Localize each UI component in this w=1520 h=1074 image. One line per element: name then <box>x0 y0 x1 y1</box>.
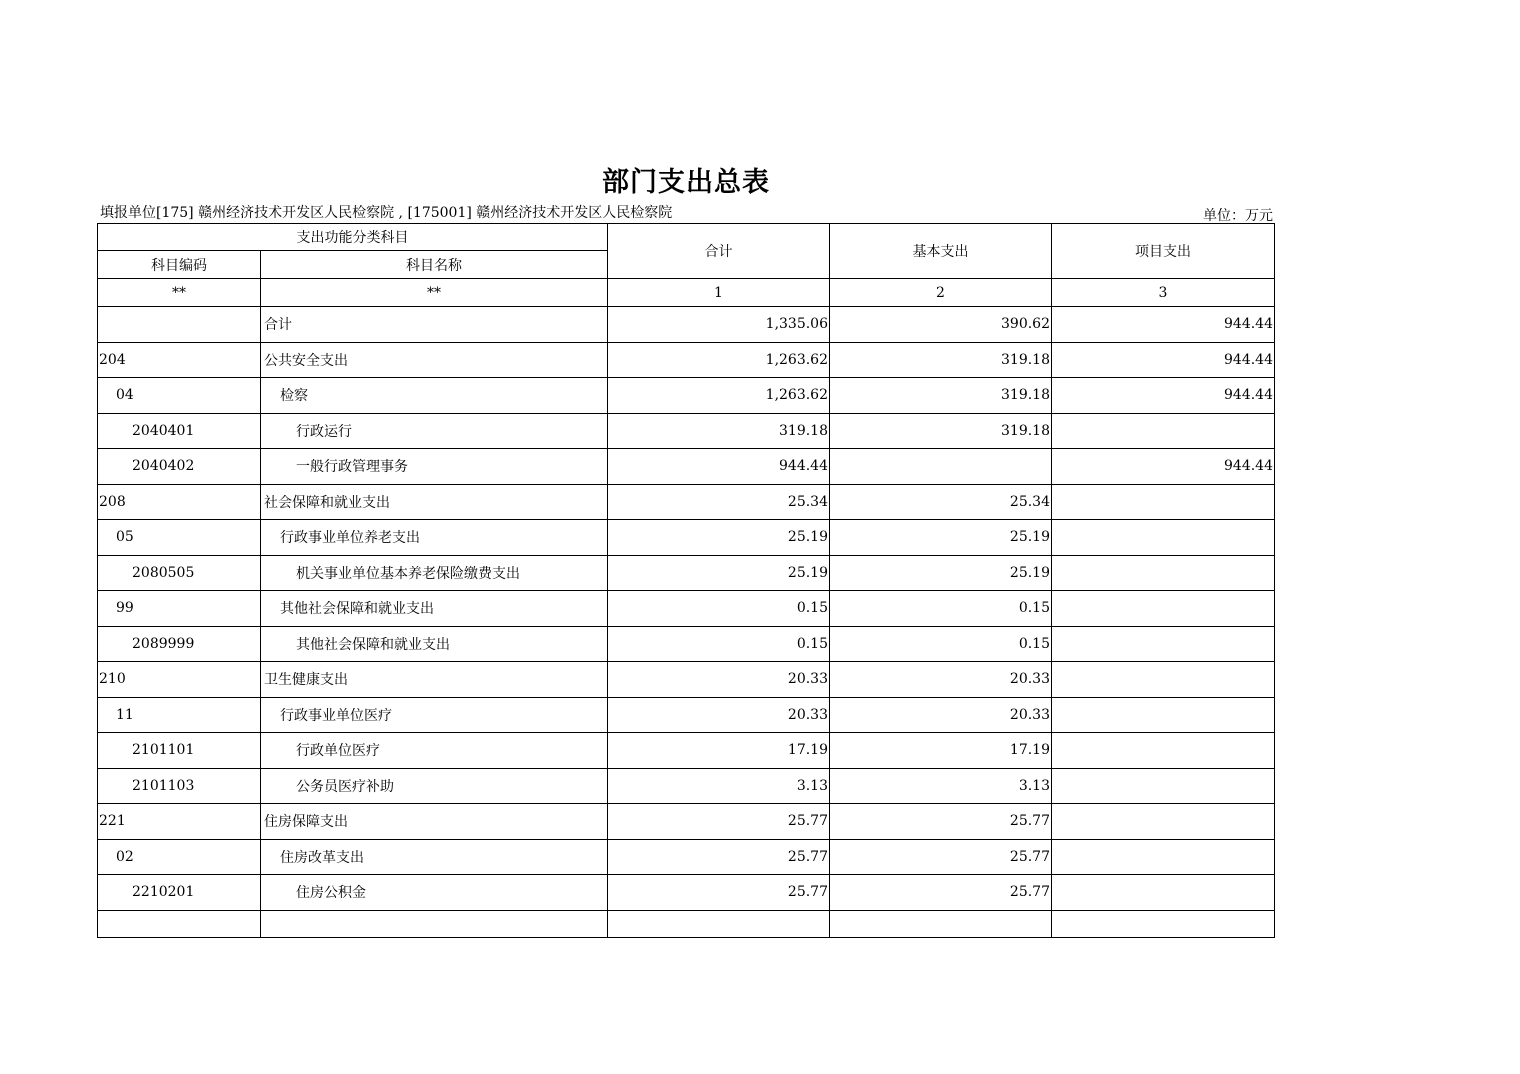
code-cell: 2101101 <box>98 733 261 769</box>
name-cell: 住房保障支出 <box>261 804 608 840</box>
project-cell <box>1052 626 1275 662</box>
table-row <box>98 875 1275 911</box>
header-index-row <box>98 279 1275 307</box>
basic-cell: 17.19 <box>830 733 1052 769</box>
table-row <box>98 733 1275 769</box>
total-cell: 20.33 <box>608 662 830 698</box>
table-row <box>98 910 1275 937</box>
table-row <box>98 768 1275 804</box>
project-cell <box>1052 804 1275 840</box>
table-row <box>98 626 1275 662</box>
index-basic-cell: 2 <box>830 279 1052 307</box>
name-cell: 行政运行 <box>261 413 608 449</box>
code-cell: 04 <box>98 378 261 414</box>
total-cell: 17.19 <box>608 733 830 769</box>
project-cell <box>1052 662 1275 698</box>
basic-cell: 20.33 <box>830 697 1052 733</box>
total-cell <box>608 910 830 937</box>
total-cell: 25.19 <box>608 555 830 591</box>
basic-cell: 390.62 <box>830 307 1052 343</box>
project-cell <box>1052 733 1275 769</box>
basic-cell: 25.19 <box>830 520 1052 556</box>
project-cell <box>1052 697 1275 733</box>
table-row <box>98 804 1275 840</box>
basic-cell: 0.15 <box>830 591 1052 627</box>
total-cell: 1,263.62 <box>608 378 830 414</box>
code-cell: 2040402 <box>98 449 261 485</box>
total-cell: 319.18 <box>608 413 830 449</box>
code-cell: 208 <box>98 484 261 520</box>
filing-unit: 填报单位[175] 赣州经济技术开发区人民检察院 , [175001] 赣州经济技术开发区人民检察院 <box>100 205 673 221</box>
total-cell: 25.34 <box>608 484 830 520</box>
code-cell: 11 <box>98 697 261 733</box>
total-cell: 25.77 <box>608 839 830 875</box>
basic-cell <box>830 449 1052 485</box>
basic-cell: 0.15 <box>830 626 1052 662</box>
name-cell: 公共安全支出 <box>261 342 608 378</box>
code-cell: 2101103 <box>98 768 261 804</box>
total-cell: 1,335.06 <box>608 307 830 343</box>
name-cell: 其他社会保障和就业支出 <box>261 626 608 662</box>
total-cell: 3.13 <box>608 768 830 804</box>
basic-cell: 25.77 <box>830 804 1052 840</box>
name-cell: 住房改革支出 <box>261 839 608 875</box>
table-row <box>98 591 1275 627</box>
project-cell <box>1052 520 1275 556</box>
project-cell <box>1052 839 1275 875</box>
name-cell: 行政事业单位养老支出 <box>261 520 608 556</box>
index-code-cell: ** <box>98 279 261 307</box>
table-row <box>98 342 1275 378</box>
header-code-cell: 科目编码 <box>98 251 261 279</box>
name-cell: 公务员医疗补助 <box>261 768 608 804</box>
name-cell: 卫生健康支出 <box>261 662 608 698</box>
project-cell <box>1052 591 1275 627</box>
index-name-cell: ** <box>261 279 608 307</box>
header-project-cell: 项目支出 <box>1052 224 1275 279</box>
unit-label: 单位：万元 <box>1203 208 1273 224</box>
total-cell: 1,263.62 <box>608 342 830 378</box>
index-project-cell: 3 <box>1052 279 1275 307</box>
name-cell: 一般行政管理事务 <box>261 449 608 485</box>
code-cell: 2080505 <box>98 555 261 591</box>
header-row-1 <box>98 224 1275 251</box>
project-cell <box>1052 555 1275 591</box>
basic-cell: 20.33 <box>830 662 1052 698</box>
code-cell: 2089999 <box>98 626 261 662</box>
table-row <box>98 378 1275 414</box>
project-cell <box>1052 413 1275 449</box>
basic-cell: 25.77 <box>830 839 1052 875</box>
name-cell: 住房公积金 <box>261 875 608 911</box>
table-row <box>98 662 1275 698</box>
total-cell: 25.77 <box>608 875 830 911</box>
header-group-cell: 支出功能分类科目 <box>98 224 608 251</box>
table-row <box>98 697 1275 733</box>
basic-cell: 25.77 <box>830 875 1052 911</box>
code-cell: 2040401 <box>98 413 261 449</box>
name-cell: 行政单位医疗 <box>261 733 608 769</box>
page-title: 部门支出总表 <box>602 167 770 198</box>
header-basic-cell: 基本支出 <box>830 224 1052 279</box>
code-cell: 204 <box>98 342 261 378</box>
table-row <box>98 520 1275 556</box>
name-cell: 机关事业单位基本养老保险缴费支出 <box>261 555 608 591</box>
table-row <box>98 839 1275 875</box>
total-cell: 944.44 <box>608 449 830 485</box>
basic-cell: 25.34 <box>830 484 1052 520</box>
total-cell: 0.15 <box>608 626 830 662</box>
table-row <box>98 307 1275 343</box>
total-cell: 20.33 <box>608 697 830 733</box>
basic-cell: 3.13 <box>830 768 1052 804</box>
code-cell: 210 <box>98 662 261 698</box>
code-cell <box>98 307 261 343</box>
table-row <box>98 555 1275 591</box>
table-row <box>98 413 1275 449</box>
name-cell: 社会保障和就业支出 <box>261 484 608 520</box>
basic-cell: 25.19 <box>830 555 1052 591</box>
project-cell <box>1052 484 1275 520</box>
name-cell: 合计 <box>261 307 608 343</box>
project-cell: 944.44 <box>1052 307 1275 343</box>
project-cell <box>1052 910 1275 937</box>
index-total-cell: 1 <box>608 279 830 307</box>
code-cell: 2210201 <box>98 875 261 911</box>
basic-cell: 319.18 <box>830 378 1052 414</box>
project-cell <box>1052 768 1275 804</box>
code-cell: 221 <box>98 804 261 840</box>
table-row <box>98 484 1275 520</box>
project-cell <box>1052 875 1275 911</box>
basic-cell <box>830 910 1052 937</box>
expenditure-table <box>97 223 1275 938</box>
project-cell: 944.44 <box>1052 449 1275 485</box>
name-cell: 其他社会保障和就业支出 <box>261 591 608 627</box>
project-cell: 944.44 <box>1052 342 1275 378</box>
name-cell: 检察 <box>261 378 608 414</box>
code-cell: 02 <box>98 839 261 875</box>
code-cell: 99 <box>98 591 261 627</box>
total-cell: 25.77 <box>608 804 830 840</box>
name-cell <box>261 910 608 937</box>
table-row <box>98 449 1275 485</box>
total-cell: 25.19 <box>608 520 830 556</box>
project-cell: 944.44 <box>1052 378 1275 414</box>
name-cell: 行政事业单位医疗 <box>261 697 608 733</box>
basic-cell: 319.18 <box>830 413 1052 449</box>
code-cell <box>98 910 261 937</box>
header-total-cell: 合计 <box>608 224 830 279</box>
total-cell: 0.15 <box>608 591 830 627</box>
code-cell: 05 <box>98 520 261 556</box>
header-name-cell: 科目名称 <box>261 251 608 279</box>
basic-cell: 319.18 <box>830 342 1052 378</box>
